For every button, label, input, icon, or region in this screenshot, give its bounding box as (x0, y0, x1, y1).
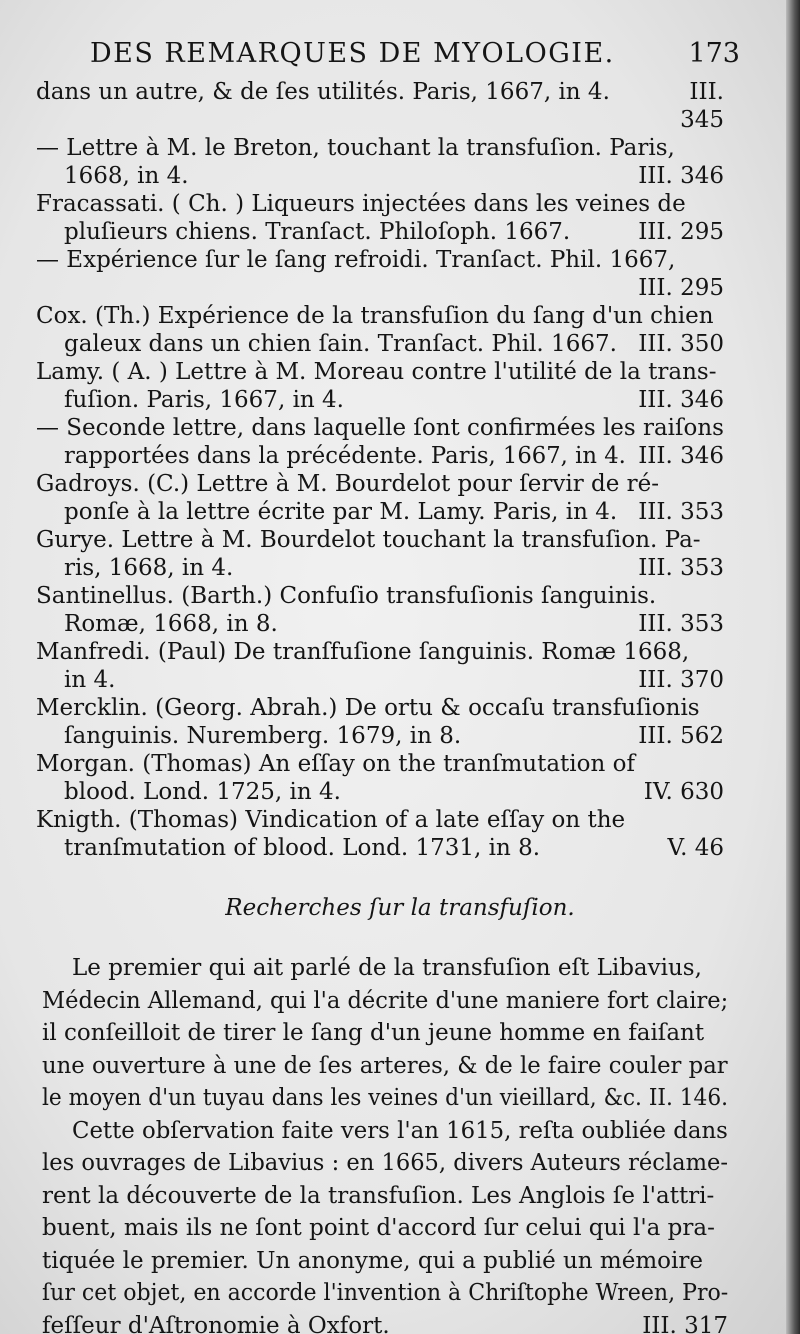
entry-line (36, 442, 724, 470)
entry-line (36, 386, 724, 414)
paragraph-text: une ouverture à une de ſes arteres, & de le faire couler par (42, 1052, 728, 1079)
bibliography-entry (36, 190, 724, 246)
entry-line (36, 582, 724, 610)
entry-line (36, 274, 724, 302)
entry-line (36, 834, 724, 862)
entry-text: ris, 1668, in 4. (64, 555, 234, 581)
section-title: Recherches ſur la transfuſion. (225, 895, 575, 921)
bibliography-entry (36, 414, 724, 470)
entry-text: ponſe à la lettre écrite par M. Lamy. Paris, in 4. (64, 499, 618, 525)
paragraph-text: feſſeur d'Aſtronomie à Oxfort. (42, 1312, 390, 1334)
volume-page-reference: III. 346 (638, 443, 724, 469)
paragraph (42, 952, 728, 1115)
entry-line (36, 330, 724, 358)
paragraph-text: Le premier qui ait parlé de la transfuſion eſt Libavius, (72, 955, 702, 981)
bibliography-entry (36, 526, 724, 582)
paragraph-line (42, 1017, 728, 1050)
bibliography-entry (36, 358, 724, 414)
entry-text: Morgan. (Thomas) An eſſay on the tranſmutation of (36, 751, 635, 777)
paragraph-text: le moyen d'un tuyau dans les veines d'un vieillard, &c. II. 146. (42, 1085, 729, 1111)
entry-text: — Expérience ſur le ſang refroidi. Tranſact. Phil. 1667, (36, 247, 676, 273)
entry-text: Lamy. ( A. ) Lettre à M. Moreau contre l'utilité de la trans- (36, 359, 717, 385)
volume-page-reference: III. 346 (638, 387, 724, 413)
paragraph-text: Médecin Allemand, qui l'a décrite d'une maniere fort claire; (42, 987, 729, 1014)
bibliography-entry (36, 694, 724, 750)
volume-page-reference: IV. 630 (643, 779, 724, 805)
volume-page-reference: III. 346 (638, 163, 724, 189)
entry-text: in 4. (64, 667, 116, 693)
bibliography-entry (36, 638, 724, 694)
volume-page-reference: III. 353 (638, 499, 724, 525)
volume-page-reference: III. 295 (638, 219, 724, 245)
page-number: 173 (688, 38, 740, 69)
entry-line (36, 554, 724, 582)
entry-text: blood. Lond. 1725, in 4. (64, 779, 341, 805)
entry-line (36, 610, 724, 638)
entry-line (36, 162, 724, 190)
bibliography-entry (36, 134, 724, 190)
entry-text: rapportées dans la précédente. Paris, 1667, in 4. (64, 443, 626, 469)
paragraph-line (42, 1245, 728, 1278)
entry-text: ſanguinis. Nuremberg. 1679, in 8. (64, 723, 462, 749)
entry-text: Manfredi. (Paul) De tranſfuſione ſanguinis. Romæ 1668, (36, 639, 690, 665)
bibliography-entry (36, 806, 724, 862)
entry-line (36, 218, 724, 246)
entry-line (36, 190, 724, 218)
entry-line (36, 722, 724, 750)
volume-page-reference: III. 370 (638, 667, 724, 693)
paragraph-line (42, 985, 728, 1018)
entry-text: 1668, in 4. (64, 163, 189, 189)
entry-line (36, 246, 724, 274)
volume-page-reference: III. 353 (638, 555, 724, 581)
paragraph-text: les ouvrages de Libavius : en 1665, divers Auteurs réclame- (42, 1150, 729, 1176)
paragraph-line (42, 952, 728, 985)
entry-text: — Lettre à M. le Breton, touchant la transfuſion. Paris, (36, 135, 675, 161)
bibliography-entry (36, 750, 724, 806)
bibliography-entry (36, 582, 724, 638)
volume-page-reference: 345 (680, 107, 724, 133)
paragraph-text: rent la découverte de la transfuſion. Les Anglois ſe l'attri- (42, 1182, 715, 1209)
entry-text: tranſmutation of blood. Lond. 1731, in 8. (64, 835, 541, 861)
entry-line (36, 498, 724, 526)
volume-page-reference: III. 350 (638, 331, 724, 357)
entry-text: Mercklin. (Georg. Abrah.) De ortu & occaſu transfuſionis (36, 695, 700, 721)
entry-line (36, 358, 724, 386)
paragraph-line (42, 1115, 728, 1148)
running-title: DES REMARQUES DE MYOLOGIE. (90, 38, 615, 69)
volume-page-reference: III. 295 (638, 275, 724, 301)
volume-page-reference: V. 46 (667, 835, 724, 861)
bibliography-entry (36, 470, 724, 526)
paragraph-text: il conſeilloit de tirer le ſang d'un jeune homme en faiſant (42, 1020, 705, 1046)
entry-line (36, 694, 724, 722)
paragraph-text: Cette obſervation faite vers l'an 1615, reſta oubliée dans (72, 1117, 728, 1144)
page-header (60, 38, 740, 78)
entry-text: Gadroys. (C.) Lettre à M. Bourdelot pour ſervir de ré- (36, 471, 660, 497)
entry-line (36, 78, 724, 106)
paragraph-line (42, 1147, 728, 1180)
entry-text: Gurye. Lettre à M. Bourdelot touchant la transfuſion. Pa- (36, 527, 701, 553)
entry-text: — Seconde lettre, dans laquelle ſont confirmées les raiſons (36, 415, 724, 441)
entry-text: galeux dans un chien ſain. Tranſact. Phil. 1667. (64, 331, 617, 357)
entry-line (36, 414, 724, 442)
paragraph-line (42, 1212, 728, 1245)
entry-line (36, 134, 724, 162)
entry-line (36, 526, 724, 554)
entry-line (36, 638, 724, 666)
paragraph-text: buent, mais ils ne ſont point d'accord ſur celui qui l'a pra- (42, 1215, 715, 1241)
volume-page-reference: III. (689, 79, 724, 105)
entry-line (36, 750, 724, 778)
entry-line (36, 106, 724, 134)
paragraph (42, 1115, 728, 1334)
paragraph-text: tiquée le premier. Un anonyme, qui a publié un mémoire (42, 1247, 703, 1274)
paragraph-text: ſur cet objet, en accorde l'invention à Chriſtophe Wreen, Pro- (42, 1280, 729, 1306)
paragraph-line (42, 1180, 728, 1213)
paragraph-line (42, 1277, 728, 1310)
entry-line (36, 470, 724, 498)
paragraph-line (42, 1082, 728, 1115)
paragraph-line (42, 1310, 728, 1334)
bibliography-entry (36, 302, 724, 358)
entry-text: fuſion. Paris, 1667, in 4. (64, 387, 344, 413)
entry-text: dans un autre, & de ſes utilités. Paris, 1667, in 4. (36, 79, 610, 105)
entry-line (36, 806, 724, 834)
volume-page-reference: III. 353 (638, 611, 724, 637)
page-edge-shadow (786, 0, 800, 1334)
entry-text: Santinellus. (Barth.) Confuſio transfuſionis ſanguinis. (36, 583, 657, 609)
entry-text: pluſieurs chiens. Tranſact. Philoſoph. 1667. (64, 219, 571, 245)
entry-text: Cox. (Th.) Expérience de la transfuſion du ſang d'un chien (36, 303, 714, 329)
entry-text: Romæ, 1668, in 8. (64, 611, 278, 637)
entry-text: Knigth. (Thomas) Vindication of a late eſſay on the (36, 807, 626, 833)
bibliography-entry (36, 78, 724, 134)
volume-page-reference: III. 562 (638, 723, 724, 749)
entry-text: Fracassati. ( Ch. ) Liqueurs injectées dans les veines de (36, 191, 686, 217)
body-text (42, 952, 728, 1334)
entry-line (36, 778, 724, 806)
volume-page-reference: III. 317 (642, 1312, 728, 1334)
paragraph-line (42, 1050, 728, 1083)
bibliography-list (36, 78, 724, 862)
entry-line (36, 666, 724, 694)
entry-line (36, 302, 724, 330)
bibliography-entry (36, 246, 724, 302)
